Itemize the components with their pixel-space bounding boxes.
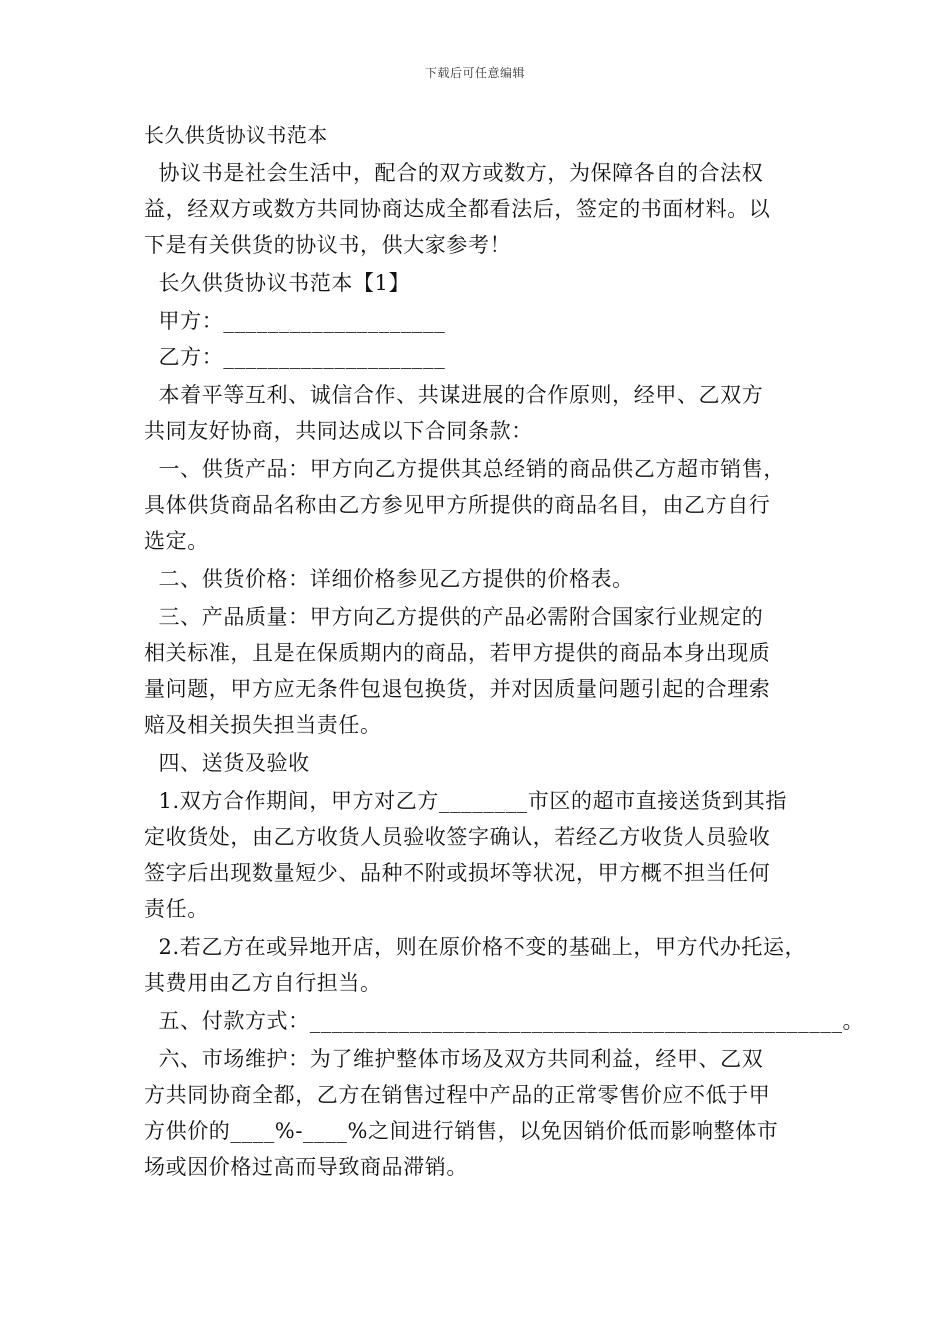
clause-line: 一、供货产品：甲方向乙方提供其总经销的商品供乙方超市销售， [144,457,785,481]
clause-line: 方共同协商全都，乙方在销售过程中产品的正常零售价应不低于甲 [144,1083,771,1107]
clause-line: 量问题，甲方应无条件包退包换货，并对因质量问题引起的合理索 [144,677,771,701]
party-a-line: 甲方：____________________ [144,309,446,333]
page-header-note: 下载后可任意编辑 [424,66,525,80]
clause-line: 2.若乙方在或异地开店，则在原价格不变的基础上，甲方代办托运， [144,935,807,959]
clause-line: 二、供货价格：详细价格参见乙方提供的价格表。 [144,567,634,591]
clause-line: 定收货处，由乙方收货人员验收签字确认，若经乙方收货人员验收 [144,825,771,849]
clause-heading: 四、送货及验收 [144,751,310,775]
document-title: 长久供货协议书范本 [144,123,328,147]
paragraph-line: 益，经双方或数方共同协商达成全都看法后，签定的书面材料。以 [144,197,771,221]
section-heading: 长久供货协议书范本【1】 [144,271,411,295]
clause-line: 其费用由乙方自行担当。 [144,971,382,995]
clause-line: 场或因价格过高而导致商品滞销。 [144,1155,468,1179]
clause-line: 赔及相关损失担当责任。 [144,713,382,737]
paragraph-line: 下是有关供货的协议书，供大家参考！ [144,233,512,257]
paragraph-line: 本着平等互利、诚信合作、共谋进展的合作原则，经甲、乙双方 [144,383,764,407]
clause-line: 相关标准，且是在保质期内的商品，若甲方提供的商品本身出现质 [144,641,771,665]
paragraph-line: 共同友好协商，共同达成以下合同条款： [144,419,533,443]
party-b-line: 乙方：____________________ [144,345,446,369]
clause-line: 责任。 [144,897,209,921]
clause-line: 三、产品质量：甲方向乙方提供的产品必需附合国家行业规定的 [144,605,764,629]
clause-line: 五、付款方式：________________________________________________。 [144,1009,865,1033]
clause-line: 1.双方合作期间，甲方对乙方________市区的超市直接送货到其指 [144,789,787,813]
paragraph-line: 协议书是社会生活中，配合的双方或数方，为保障各自的合法权 [144,161,764,185]
clause-line: 选定。 [144,529,209,553]
clause-line: 签字后出现数量短少、品种不附或损坏等状况，甲方概不担当任何 [144,861,771,885]
clause-line: 六、市场维护：为了维护整体市场及双方共同利益，经甲、乙双 [144,1047,764,1071]
clause-line: 方供价的____%-____%之间进行销售，以免因销价低而影响整体市 [144,1119,779,1143]
clause-line: 具体供货商品名称由乙方参见甲方所提供的商品名目，由乙方自行 [144,493,771,517]
